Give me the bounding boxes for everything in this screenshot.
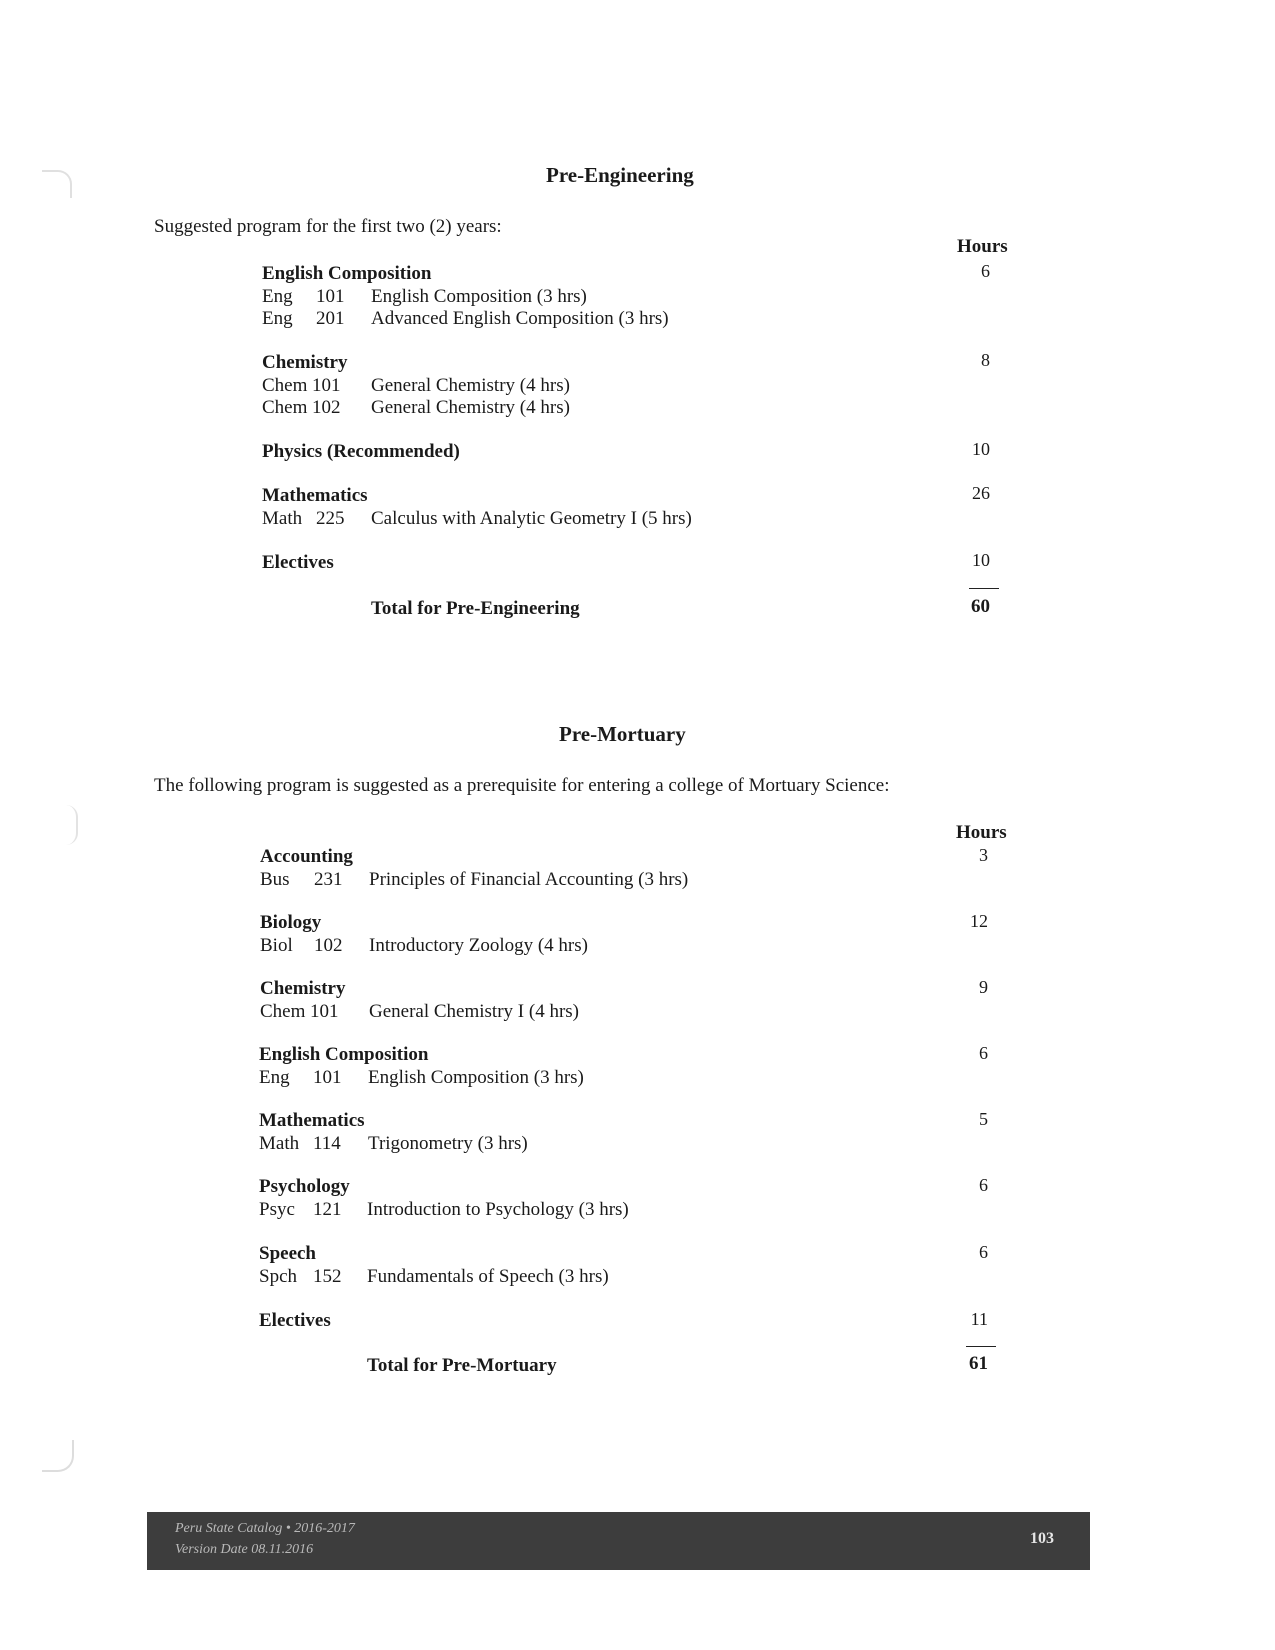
total-rule <box>966 1346 996 1347</box>
pre-engineering-total-hours: 60 <box>971 596 990 617</box>
page-number: 103 <box>1030 1530 1054 1547</box>
course-title: General Chemistry (4 hrs) <box>371 397 570 418</box>
pre-engineering-intro: Suggested program for the first two (2) years: <box>154 216 502 237</box>
section-heading: Mathematics <box>262 485 368 506</box>
course-dept: Bus <box>260 869 290 890</box>
course-title: Introductory Zoology (4 hrs) <box>369 935 588 956</box>
section-hours: 12 <box>970 911 988 931</box>
course-number: 231 <box>314 869 343 890</box>
course-number: 201 <box>316 308 345 329</box>
course-title: General Chemistry I (4 hrs) <box>369 1001 579 1022</box>
pre-mortuary-total-label: Total for Pre-Mortuary <box>367 1355 557 1376</box>
course-number: 121 <box>313 1199 342 1220</box>
binder-hole-mark <box>42 170 72 198</box>
pre-mortuary-hours-header: Hours <box>956 822 1007 843</box>
footer-version-line: Version Date 08.11.2016 <box>175 1542 314 1557</box>
course-title: English Composition (3 hrs) <box>368 1067 584 1088</box>
binder-hole-mark <box>66 805 78 845</box>
section-heading: Psychology <box>259 1176 350 1197</box>
course-title: Advanced English Composition (3 hrs) <box>371 308 669 329</box>
course-title: General Chemistry (4 hrs) <box>371 375 570 396</box>
course-dept: Eng <box>259 1067 290 1088</box>
page-footer <box>147 1512 1090 1570</box>
section-hours: 3 <box>979 845 988 865</box>
section-heading: Electives <box>259 1310 331 1331</box>
course-dept: Math <box>259 1133 300 1154</box>
section-hours: 9 <box>979 977 988 997</box>
section-heading: Chemistry <box>260 978 346 999</box>
course-dept: Chem <box>260 1001 306 1022</box>
pre-mortuary-total-hours: 61 <box>969 1353 988 1374</box>
pre-engineering-title: Pre-Engineering <box>546 163 694 187</box>
section-hours: 8 <box>981 350 990 370</box>
course-number: 152 <box>313 1266 342 1287</box>
course-number: 114 <box>313 1133 341 1154</box>
course-number: 101 <box>313 1067 342 1088</box>
course-dept: Spch <box>259 1266 297 1287</box>
section-heading: Biology <box>260 912 322 933</box>
course-number: 102 <box>314 935 343 956</box>
section-hours: 10 <box>972 550 990 570</box>
course-title: Trigonometry (3 hrs) <box>368 1133 528 1154</box>
section-hours: 11 <box>970 1309 988 1329</box>
course-dept: Psyc <box>259 1199 295 1220</box>
pre-engineering-total-label: Total for Pre-Engineering <box>371 598 580 619</box>
footer-catalog-line: Peru State Catalog • 2016-2017 <box>175 1521 355 1536</box>
course-title: English Composition (3 hrs) <box>371 286 587 307</box>
section-hours: 6 <box>981 261 990 281</box>
course-dept: Math <box>262 508 303 529</box>
section-hours: 6 <box>979 1175 988 1195</box>
pre-mortuary-intro: The following program is suggested as a prerequisite for entering a college of Mortuary Science: <box>154 775 890 796</box>
course-title: Introduction to Psychology (3 hrs) <box>367 1199 629 1220</box>
section-heading: Physics (Recommended) <box>262 441 460 462</box>
course-number: 225 <box>316 508 345 529</box>
course-title: Principles of Financial Accounting (3 hrs) <box>369 869 689 890</box>
course-dept: Biol <box>260 935 293 956</box>
course-title: Calculus with Analytic Geometry I (5 hrs) <box>371 508 692 529</box>
section-hours: 10 <box>972 439 990 459</box>
section-heading: Mathematics <box>259 1110 365 1131</box>
total-rule <box>969 588 999 589</box>
course-dept: Eng <box>262 308 293 329</box>
section-heading: Chemistry <box>262 352 348 373</box>
course-number: 101 <box>310 1001 339 1022</box>
course-title: Fundamentals of Speech (3 hrs) <box>367 1266 609 1287</box>
section-hours: 5 <box>979 1109 988 1129</box>
course-dept: Chem <box>262 375 308 396</box>
section-heading: English Composition <box>262 263 432 284</box>
course-number: 101 <box>312 375 341 396</box>
course-dept: Chem <box>262 397 308 418</box>
pre-engineering-hours-header: Hours <box>957 236 1008 257</box>
course-dept: Eng <box>262 286 293 307</box>
section-heading: Speech <box>259 1243 316 1264</box>
section-heading: English Composition <box>259 1044 429 1065</box>
course-number: 101 <box>316 286 345 307</box>
section-heading: Accounting <box>260 846 353 867</box>
course-number: 102 <box>312 397 341 418</box>
pre-mortuary-title: Pre-Mortuary <box>559 722 686 746</box>
section-hours: 6 <box>979 1043 988 1063</box>
section-hours: 26 <box>972 483 990 503</box>
section-hours: 6 <box>979 1242 988 1262</box>
binder-hole-mark <box>42 1440 74 1472</box>
section-heading: Electives <box>262 552 334 573</box>
